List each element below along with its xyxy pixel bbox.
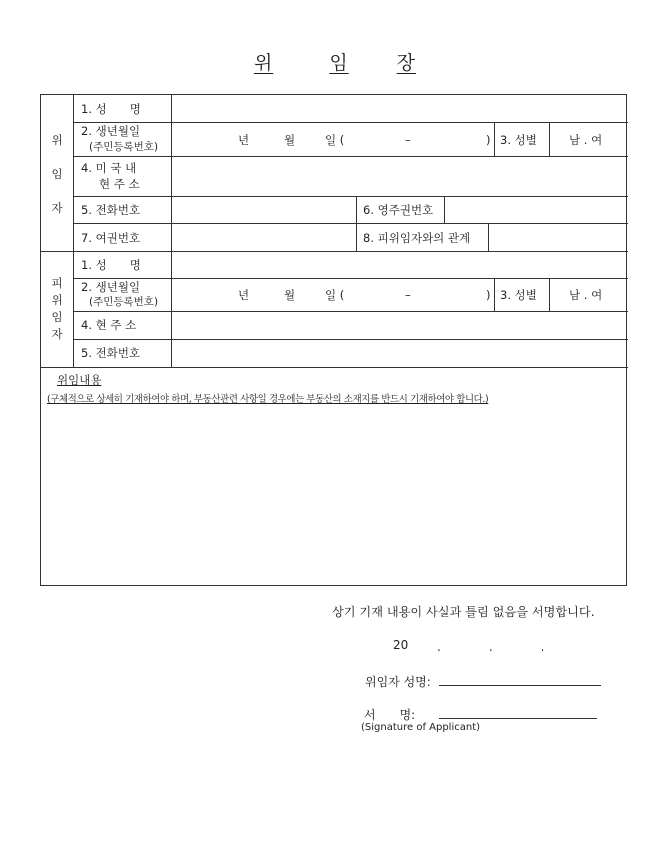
agent-address-label: 4. 현 주 소 xyxy=(81,318,137,332)
principal-gender-label: 3. 성별 xyxy=(500,133,537,147)
delegation-content-area[interactable] xyxy=(45,411,623,583)
agent-phone-label: 5. 전화번호 xyxy=(81,346,141,360)
signature-line[interactable] xyxy=(439,718,597,719)
principal-name-signature-line[interactable] xyxy=(439,685,601,686)
agent-paren-close: ) xyxy=(486,288,491,302)
principal-name-label: 1. 성 명 xyxy=(81,102,141,116)
agent-day: 일 ( xyxy=(325,288,345,302)
principal-day: 일 ( xyxy=(325,133,345,147)
certification-statement: 상기 기재 내용이 사실과 틀림 없음을 서명합니다. xyxy=(332,605,595,619)
form-table xyxy=(40,94,627,586)
agent-name-label: 1. 성 명 xyxy=(81,258,141,272)
agent-month: 월 xyxy=(284,288,296,302)
agent-year: 년 xyxy=(238,288,250,302)
title-char: 위 xyxy=(253,52,274,74)
date-year-prefix: 20 xyxy=(393,638,409,652)
principal-year: 년 xyxy=(238,133,250,147)
principal-paren-close: ) xyxy=(486,133,491,147)
signature-english-label: (Signature of Applicant) xyxy=(361,722,481,733)
principal-signature-name-label: 위임자 성명: xyxy=(365,675,431,689)
agent-id-dash: – xyxy=(405,288,411,302)
principal-id-dash: – xyxy=(405,133,411,147)
principal-address-label: 4. 미 국 내 xyxy=(81,161,137,175)
principal-greencard-label: 6. 영주권번호 xyxy=(363,203,434,217)
agent-gender-value: 남 . 여 xyxy=(569,288,603,302)
delegation-content-label: 위임내용 xyxy=(57,373,102,387)
title-char: 임 xyxy=(329,52,349,74)
principal-relation-label: 8. 피위임자와의 관계 xyxy=(363,231,471,245)
agent-id-label: (주민등록번호) xyxy=(89,296,159,308)
signature-label: 서 명: xyxy=(364,708,416,722)
agent-birth-label: 2. 생년월일 xyxy=(81,280,141,294)
agent-side-label: 피 위 임 자 xyxy=(51,276,63,341)
principal-birth-label: 2. 생년월일 xyxy=(81,124,141,138)
principal-id-label: (주민등록번호) xyxy=(89,141,159,153)
principal-month: 월 xyxy=(284,133,296,147)
principal-address-label-2: 현 주 소 xyxy=(99,177,140,191)
principal-phone-label: 5. 전화번호 xyxy=(81,203,141,217)
delegation-content-note: (구체적으로 상세히 기재하여야 하며, 부동산관련 사항일 경우에는 부동산의 소재지를 반드시 기재하여야 합니다.) xyxy=(47,394,489,405)
date-separators: . . . xyxy=(437,640,545,654)
title-char: 장 xyxy=(396,52,417,74)
principal-passport-label: 7. 여권번호 xyxy=(81,231,141,245)
document-title xyxy=(0,48,670,75)
principal-gender-value: 남 . 여 xyxy=(569,133,603,147)
agent-gender-label: 3. 성별 xyxy=(500,288,537,302)
principal-side-label: 위 임 자 xyxy=(51,133,63,215)
